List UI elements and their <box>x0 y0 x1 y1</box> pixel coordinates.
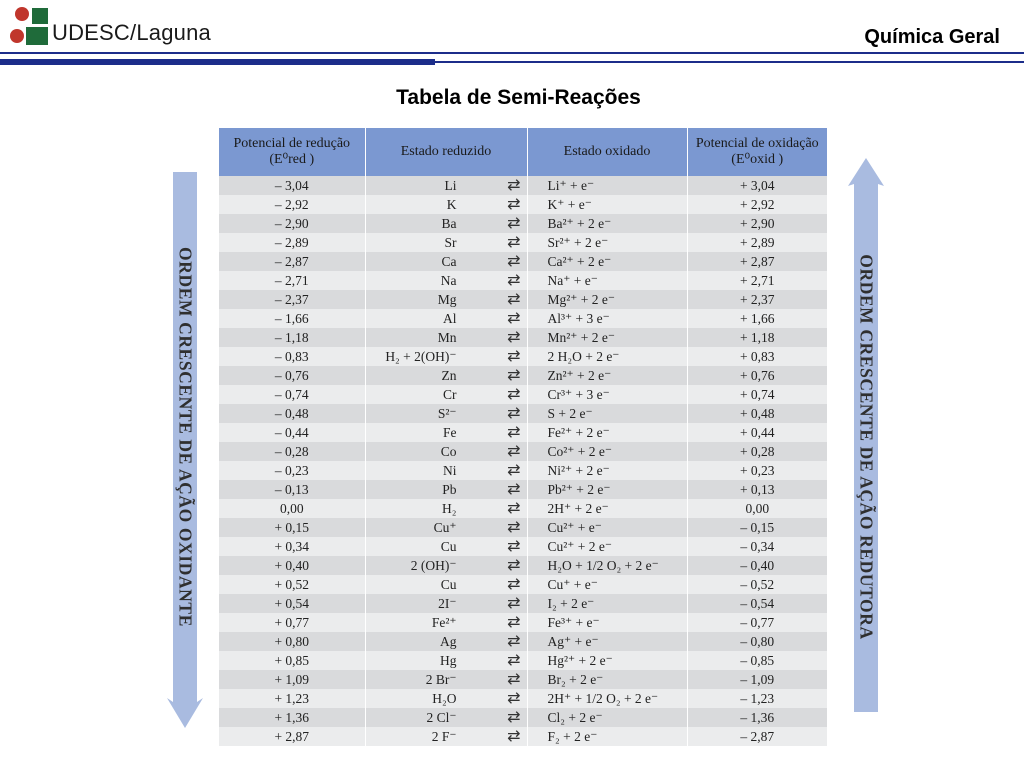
reduction-potential-cell: + 1,23 <box>219 689 365 708</box>
table-row <box>219 518 827 537</box>
table-row <box>219 708 827 727</box>
reduced-state-cell <box>365 366 527 385</box>
table-row <box>219 537 827 556</box>
oxidized-state-cell: Zn²⁺ + 2 e⁻ <box>527 366 687 385</box>
reduced-state-cell <box>365 290 527 309</box>
reduced-state-cell <box>365 271 527 290</box>
table-row <box>219 423 827 442</box>
reduced-species: S²⁻ <box>437 405 457 421</box>
course-title: Química Geral <box>864 26 1000 48</box>
equilibrium-arrows-icon: ⇄ <box>507 328 521 346</box>
reduction-potential-cell: + 2,87 <box>219 727 365 746</box>
oxidation-potential-cell: + 2,71 <box>687 271 827 290</box>
reduced-species: Li <box>444 177 457 193</box>
oxidation-potential-cell: – 0,80 <box>687 632 827 651</box>
reduction-potential-cell: + 1,09 <box>219 670 365 689</box>
table-row <box>219 461 827 480</box>
reduced-species: Cu <box>440 576 457 592</box>
oxidized-state-cell: Cl₂ + 2 e⁻ <box>527 708 687 727</box>
reduced-species: Hg <box>440 652 457 668</box>
equilibrium-arrows-icon: ⇄ <box>507 233 521 251</box>
equilibrium-arrows-icon: ⇄ <box>507 385 521 403</box>
table-row <box>219 613 827 632</box>
header-oxidized-state: Estado oxidado <box>527 128 687 176</box>
reduction-potential-cell: + 1,36 <box>219 708 365 727</box>
reduced-species: Mn <box>437 329 457 345</box>
oxidized-state-cell: Cu²⁺ + e⁻ <box>527 518 687 537</box>
oxidation-potential-cell: + 3,04 <box>687 176 827 195</box>
reduction-potential-cell: – 2,90 <box>219 214 365 233</box>
reduced-species: Cr <box>443 386 457 402</box>
table-row <box>219 328 827 347</box>
table-row <box>219 727 827 746</box>
table-row <box>219 176 827 195</box>
reduced-state-cell <box>365 328 527 347</box>
reduction-potential-cell: – 2,71 <box>219 271 365 290</box>
oxidized-state-cell: Mg²⁺ + 2 e⁻ <box>527 290 687 309</box>
oxidized-state-cell: F₂ + 2 e⁻ <box>527 727 687 746</box>
reducing-order-label: ORDEM CRESCENTE DE AÇÃO REDUTORA <box>856 254 877 640</box>
reduced-state-cell <box>365 195 527 214</box>
oxidized-state-cell: 2 H₂O + 2 e⁻ <box>527 347 687 366</box>
reduced-state-cell <box>365 518 527 537</box>
reduced-species: Cu⁺ <box>433 519 457 535</box>
reduced-species: 2 Cl⁻ <box>426 709 457 725</box>
reduced-species: Pb <box>442 481 457 497</box>
reduced-state-cell <box>365 670 527 689</box>
reduced-state-cell <box>365 404 527 423</box>
equilibrium-arrows-icon: ⇄ <box>507 290 521 308</box>
oxidized-state-cell: S + 2 e⁻ <box>527 404 687 423</box>
reduction-potential-cell: – 0,23 <box>219 461 365 480</box>
reduction-potential-cell: + 0,40 <box>219 556 365 575</box>
equilibrium-arrows-icon: ⇄ <box>507 309 521 327</box>
reduced-state-cell <box>365 423 527 442</box>
oxidation-potential-cell: + 1,18 <box>687 328 827 347</box>
oxidized-state-cell: Al³⁺ + 3 e⁻ <box>527 309 687 328</box>
table-row <box>219 290 827 309</box>
reduced-state-cell <box>365 309 527 328</box>
reduced-species: Sr <box>444 234 457 250</box>
table-row <box>219 480 827 499</box>
reduction-potential-cell: – 0,28 <box>219 442 365 461</box>
equilibrium-arrows-icon: ⇄ <box>507 594 521 612</box>
reduced-state-cell <box>365 480 527 499</box>
reduction-potential-cell: + 0,80 <box>219 632 365 651</box>
table-row <box>219 594 827 613</box>
udesc-logo <box>10 6 50 46</box>
oxidized-state-cell: Li⁺ + e⁻ <box>527 176 687 195</box>
reduced-state-cell <box>365 651 527 670</box>
reduction-potential-cell: + 0,15 <box>219 518 365 537</box>
reduced-state-cell <box>365 708 527 727</box>
reduced-species: Mg <box>437 291 457 307</box>
header-rule-thick <box>0 59 435 65</box>
oxidation-potential-cell: 0,00 <box>687 499 827 518</box>
equilibrium-arrows-icon: ⇄ <box>507 176 521 194</box>
oxidation-potential-cell: + 0,74 <box>687 385 827 404</box>
equilibrium-arrows-icon: ⇄ <box>507 613 521 631</box>
oxidation-potential-cell: – 1,23 <box>687 689 827 708</box>
reduction-potential-cell: – 1,18 <box>219 328 365 347</box>
oxidation-potential-cell: + 0,44 <box>687 423 827 442</box>
reduced-state-cell <box>365 575 527 594</box>
reduced-state-cell <box>365 233 527 252</box>
equilibrium-arrows-icon: ⇄ <box>507 727 521 745</box>
oxidation-potential-cell: – 0,77 <box>687 613 827 632</box>
reduction-potential-cell: + 0,85 <box>219 651 365 670</box>
oxidation-potential-cell: + 0,83 <box>687 347 827 366</box>
reduced-species: Zn <box>441 367 457 383</box>
oxidation-potential-cell: + 0,23 <box>687 461 827 480</box>
reduced-state-cell <box>365 727 527 746</box>
table-row <box>219 499 827 518</box>
reduced-species: Ca <box>441 253 457 269</box>
reduction-potential-cell: – 2,87 <box>219 252 365 271</box>
oxidation-potential-cell: – 0,34 <box>687 537 827 556</box>
reduced-species: Co <box>440 443 457 459</box>
table-row <box>219 670 827 689</box>
reduced-species: Ag <box>440 633 457 649</box>
oxidized-state-cell: K⁺ + e⁻ <box>527 195 687 214</box>
oxidized-state-cell: Fe²⁺ + 2 e⁻ <box>527 423 687 442</box>
oxidation-potential-cell: + 2,89 <box>687 233 827 252</box>
oxidized-state-cell: Hg²⁺ + 2 e⁻ <box>527 651 687 670</box>
oxidized-state-cell: Cu⁺ + e⁻ <box>527 575 687 594</box>
reduced-state-cell <box>365 556 527 575</box>
oxidized-state-cell: Na⁺ + e⁻ <box>527 271 687 290</box>
table-header-row <box>219 128 827 176</box>
equilibrium-arrows-icon: ⇄ <box>507 480 521 498</box>
equilibrium-arrows-icon: ⇄ <box>507 556 521 574</box>
reduced-species: K <box>446 196 457 212</box>
reduced-species: Fe <box>443 424 457 440</box>
table-row <box>219 632 827 651</box>
table-row <box>219 556 827 575</box>
table-row <box>219 233 827 252</box>
table-row <box>219 366 827 385</box>
equilibrium-arrows-icon: ⇄ <box>507 518 521 536</box>
oxidation-potential-cell: – 0,52 <box>687 575 827 594</box>
reduced-state-cell <box>365 594 527 613</box>
reduction-potential-cell: + 0,77 <box>219 613 365 632</box>
equilibrium-arrows-icon: ⇄ <box>507 366 521 384</box>
reduced-state-cell <box>365 499 527 518</box>
oxidation-potential-cell: + 0,28 <box>687 442 827 461</box>
reduced-species: 2I⁻ <box>438 595 457 611</box>
equilibrium-arrows-icon: ⇄ <box>507 214 521 232</box>
oxidation-potential-cell: – 0,54 <box>687 594 827 613</box>
reduced-species: Fe²⁺ <box>431 614 457 630</box>
oxidized-state-cell: Ag⁺ + e⁻ <box>527 632 687 651</box>
reduction-potential-cell: – 2,89 <box>219 233 365 252</box>
table-row <box>219 385 827 404</box>
oxidized-state-cell: Br₂ + 2 e⁻ <box>527 670 687 689</box>
reduced-state-cell <box>365 689 527 708</box>
table-row <box>219 651 827 670</box>
header-oxidation-potential: Potencial de oxidação (E⁰oxid ) <box>687 128 827 176</box>
oxidized-state-cell: 2H⁺ + 2 e⁻ <box>527 499 687 518</box>
reduced-species: Cu <box>440 538 457 554</box>
equilibrium-arrows-icon: ⇄ <box>507 347 521 365</box>
reduced-species: 2 (OH)⁻ <box>410 557 457 573</box>
table-row <box>219 214 827 233</box>
reduced-species: Ni <box>443 462 457 478</box>
equilibrium-arrows-icon: ⇄ <box>507 271 521 289</box>
oxidation-potential-cell: + 2,37 <box>687 290 827 309</box>
reduced-state-cell <box>365 252 527 271</box>
equilibrium-arrows-icon: ⇄ <box>507 575 521 593</box>
equilibrium-arrows-icon: ⇄ <box>507 404 521 422</box>
reduction-potential-cell: – 0,13 <box>219 480 365 499</box>
reduction-potential-cell: – 0,48 <box>219 404 365 423</box>
oxidized-state-cell: Co²⁺ + 2 e⁻ <box>527 442 687 461</box>
equilibrium-arrows-icon: ⇄ <box>507 632 521 650</box>
oxidation-potential-cell: – 2,87 <box>687 727 827 746</box>
oxidized-state-cell: I₂ + 2 e⁻ <box>527 594 687 613</box>
table-row <box>219 347 827 366</box>
reduced-state-cell <box>365 461 527 480</box>
header-rule-thin <box>435 61 1024 63</box>
equilibrium-arrows-icon: ⇄ <box>507 651 521 669</box>
equilibrium-arrows-icon: ⇄ <box>507 499 521 517</box>
reduction-potential-cell: – 1,66 <box>219 309 365 328</box>
oxidation-potential-cell: + 0,76 <box>687 366 827 385</box>
reduction-potential-cell: + 0,52 <box>219 575 365 594</box>
reduction-potential-cell: – 0,83 <box>219 347 365 366</box>
reduced-state-cell <box>365 385 527 404</box>
oxidized-state-cell: Ni²⁺ + 2 e⁻ <box>527 461 687 480</box>
reduction-potential-cell: – 0,44 <box>219 423 365 442</box>
reduction-potential-cell: – 2,92 <box>219 195 365 214</box>
table-row <box>219 252 827 271</box>
oxidized-state-cell: 2H⁺ + 1/2 O₂ + 2 e⁻ <box>527 689 687 708</box>
reduced-state-cell <box>365 537 527 556</box>
equilibrium-arrows-icon: ⇄ <box>507 708 521 726</box>
oxidation-potential-cell: + 2,87 <box>687 252 827 271</box>
org-name: UDESC/Laguna <box>52 20 211 45</box>
oxidized-state-cell: Ca²⁺ + 2 e⁻ <box>527 252 687 271</box>
reduced-species: Na <box>440 272 457 288</box>
reduction-potential-cell: + 0,34 <box>219 537 365 556</box>
reduced-species: Ba <box>441 215 457 231</box>
equilibrium-arrows-icon: ⇄ <box>507 461 521 479</box>
reduced-species: 2 F⁻ <box>431 728 457 744</box>
equilibrium-arrows-icon: ⇄ <box>507 195 521 213</box>
oxidation-potential-cell: + 0,48 <box>687 404 827 423</box>
table-body <box>219 176 827 746</box>
reduced-state-cell <box>365 632 527 651</box>
oxidized-state-cell: Mn²⁺ + 2 e⁻ <box>527 328 687 347</box>
equilibrium-arrows-icon: ⇄ <box>507 252 521 270</box>
equilibrium-arrows-icon: ⇄ <box>507 423 521 441</box>
equilibrium-arrows-icon: ⇄ <box>507 689 521 707</box>
oxidation-potential-cell: + 2,92 <box>687 195 827 214</box>
oxidation-potential-cell: – 1,09 <box>687 670 827 689</box>
header-reduced-state: Estado reduzido <box>365 128 527 176</box>
oxidation-potential-cell: + 0,13 <box>687 480 827 499</box>
reduced-state-cell <box>365 214 527 233</box>
reduction-potential-cell: – 0,76 <box>219 366 365 385</box>
oxidation-potential-cell: + 2,90 <box>687 214 827 233</box>
reduced-species: H₂ + 2(OH)⁻ <box>385 348 457 364</box>
table-row <box>219 689 827 708</box>
oxidized-state-cell: Cu²⁺ + 2 e⁻ <box>527 537 687 556</box>
oxidation-potential-cell: – 0,40 <box>687 556 827 575</box>
reduction-potential-cell: – 2,37 <box>219 290 365 309</box>
oxidation-potential-cell: + 1,66 <box>687 309 827 328</box>
half-reactions-table <box>219 128 827 746</box>
oxidation-potential-cell: – 0,85 <box>687 651 827 670</box>
table-row <box>219 404 827 423</box>
oxidized-state-cell: Pb²⁺ + 2 e⁻ <box>527 480 687 499</box>
oxidized-state-cell: Sr²⁺ + 2 e⁻ <box>527 233 687 252</box>
equilibrium-arrows-icon: ⇄ <box>507 442 521 460</box>
oxidizing-order-label: ORDEM CRESCENTE DE AÇÃO OXIDANTE <box>175 247 196 627</box>
oxidation-potential-cell: – 0,15 <box>687 518 827 537</box>
oxidized-state-cell: H₂O + 1/2 O₂ + 2 e⁻ <box>527 556 687 575</box>
oxidized-state-cell: Ba²⁺ + 2 e⁻ <box>527 214 687 233</box>
reduced-species: Al <box>443 310 457 326</box>
reduced-state-cell <box>365 176 527 195</box>
reduced-state-cell <box>365 613 527 632</box>
oxidation-potential-cell: – 1,36 <box>687 708 827 727</box>
oxidized-state-cell: Fe³⁺ + e⁻ <box>527 613 687 632</box>
table-row <box>219 575 827 594</box>
header-reduction-potential: Potencial de redução (E⁰red ) <box>219 128 365 176</box>
reduced-species: H₂ <box>442 500 457 516</box>
reduced-state-cell <box>365 442 527 461</box>
reduced-species: H₂O <box>432 690 457 706</box>
reduction-potential-cell: – 0,74 <box>219 385 365 404</box>
table-row <box>219 271 827 290</box>
equilibrium-arrows-icon: ⇄ <box>507 537 521 555</box>
table-row <box>219 442 827 461</box>
table-row <box>219 309 827 328</box>
reduction-potential-cell: + 0,54 <box>219 594 365 613</box>
reduction-potential-cell: 0,00 <box>219 499 365 518</box>
equilibrium-arrows-icon: ⇄ <box>507 670 521 688</box>
table-row <box>219 195 827 214</box>
header-rule <box>0 52 1024 54</box>
page-title: Tabela de Semi-Reações <box>396 86 641 109</box>
reduced-species: 2 Br⁻ <box>425 671 457 687</box>
reduced-state-cell <box>365 347 527 366</box>
reduction-potential-cell: – 3,04 <box>219 176 365 195</box>
oxidized-state-cell: Cr³⁺ + 3 e⁻ <box>527 385 687 404</box>
